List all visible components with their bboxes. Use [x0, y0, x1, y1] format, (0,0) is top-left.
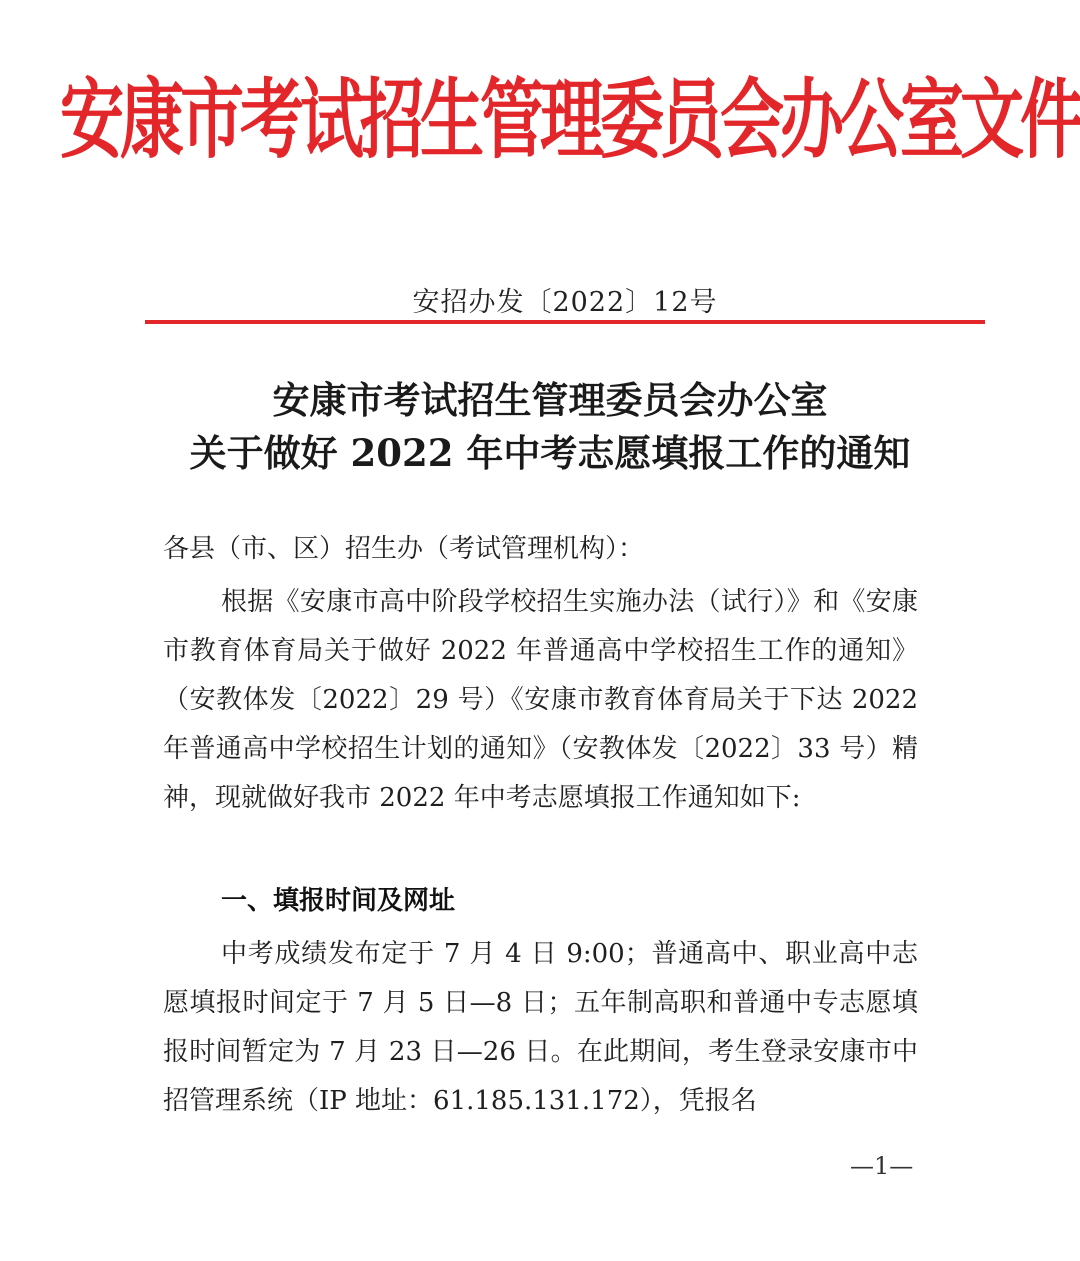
red-divider: [145, 320, 985, 324]
masthead: [60, 58, 1080, 172]
page-number: —1—: [850, 1152, 914, 1180]
section-heading-1: 一、填报时间及网址: [221, 886, 456, 916]
document-title-line-1: 安康市考试招生管理委员会办公室: [272, 378, 828, 422]
masthead-title: 安康市考试招生管理委员会办公室文件: [60, 69, 1080, 172]
body-paragraph-1: 根据《安康市高中阶段学校招生实施办法（试行）》和《安康市教育体育局关于做好 2022 年普通高中学校招生工作的通知》（安教体发〔2022〕29 号）《安康市教育体育局关于下达 2022 年普通高中学校招生计划的通知》（安教体发〔2022〕33 号）精神，现就做好我市 2022 年中考志愿填报工作通知如下:: [163, 587, 918, 813]
document-number: 安招办发〔2022〕12号: [412, 287, 718, 318]
salutation: 各县（市、区）招生办（考试管理机构）：: [163, 534, 645, 564]
document-title-line-2: 关于做好 2022 年中考志愿填报工作的通知: [189, 431, 911, 475]
body-paragraph-2: 中考成绩发布定于 7 月 4 日 9:00；普通高中、职业高中志愿填报时间定于 7 月 5 日—8 日；五年制高职和普通中专志愿填报时间暂定为 7 月 23 日—26 日。在此期间，考生登录安康市中招管理系统（IP 地址：61.185.131.172），凭报名: [163, 939, 918, 1116]
